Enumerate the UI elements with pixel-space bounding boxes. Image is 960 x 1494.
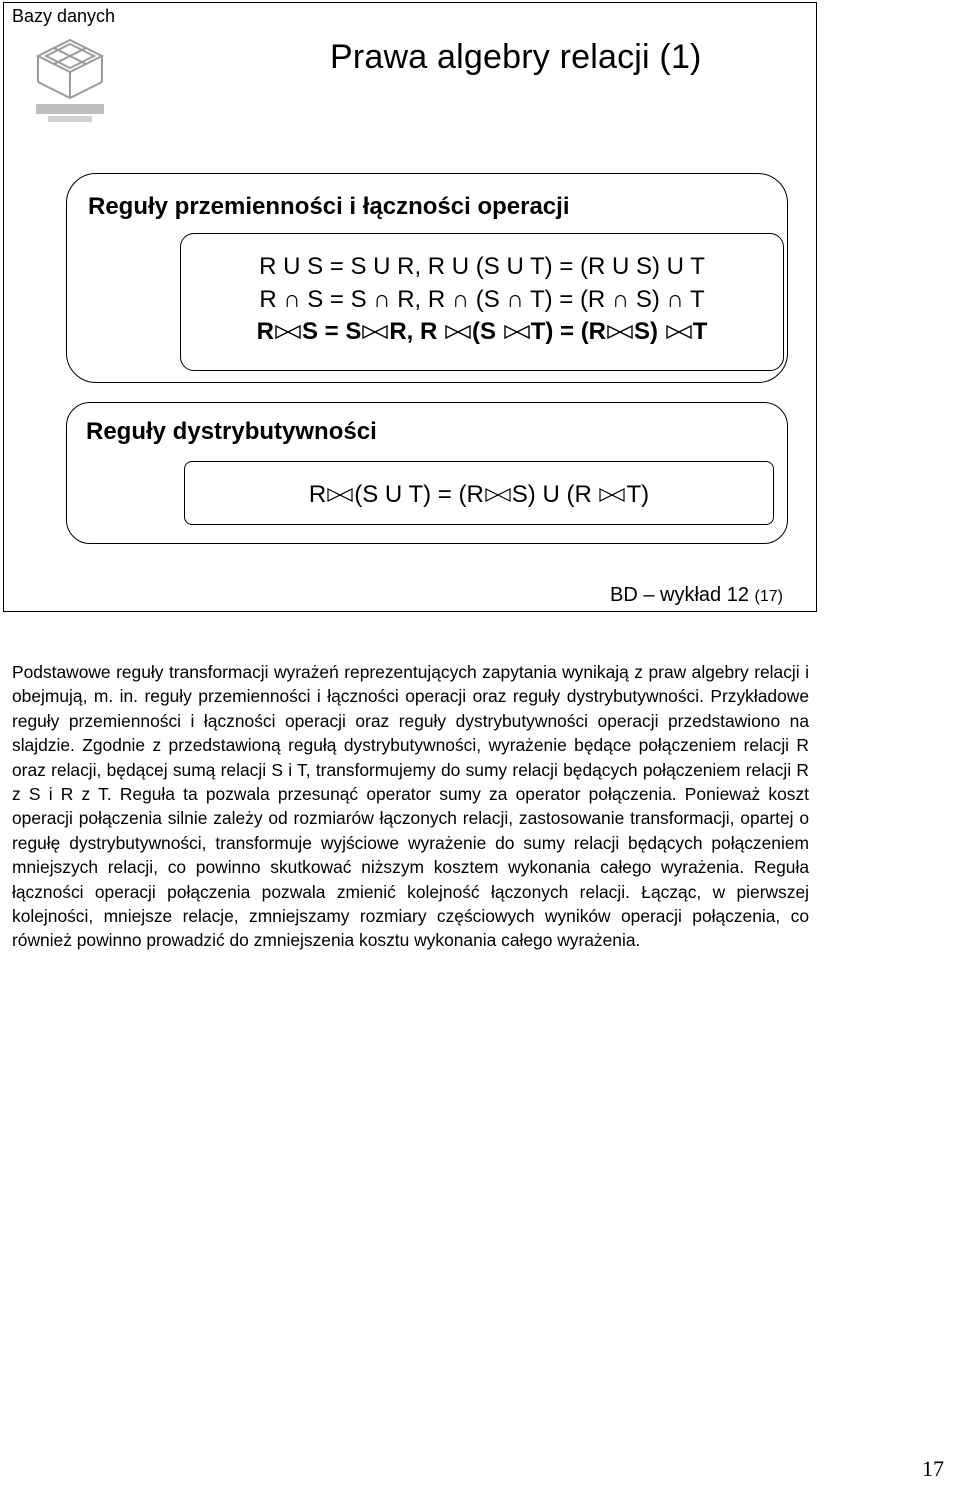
slide-footer (610, 584, 783, 607)
intersection-rule: R ∩ S = S ∩ R, R ∩ (S ∩ T) = (R ∩ S) ∩ T (259, 286, 705, 313)
join-icon (666, 325, 692, 339)
join-icon (362, 325, 388, 339)
distributivity-rule (184, 481, 774, 509)
join-rule-part: R, R (389, 318, 438, 345)
join-rule-part: S) (634, 318, 659, 345)
join-rule-part: R (256, 318, 274, 345)
slide-title: Prawa algebry relacji (1) (330, 38, 702, 76)
distributivity-rule-part: R (308, 481, 327, 508)
course-label: Bazy danych (12, 6, 116, 26)
distributivity-heading: Reguły dystrybutywności (86, 418, 377, 445)
distributivity-rule-part: (S U T) = (R (354, 481, 484, 508)
commutativity-heading: Reguły przemienności i łączności operacji (88, 193, 570, 220)
union-rule: R U S = S U R, R U (S U T) = (R U S) U T (259, 253, 705, 280)
distributivity-rule-part: T) (626, 481, 650, 508)
join-icon (485, 488, 511, 502)
university-logo-icon (30, 36, 110, 126)
notes-paragraph: Podstawowe reguły transformacji wyrażeń reprezentujących zapytania wynikają z praw algebry relacji i obejmują, m. in. reguły przemienności i łączności operacji oraz reguły dystrybutywności. Przykładowe reguły przemienności i łączności operacji oraz reguły dystrybutywności operacji przedstawiono na slajdzie. Zgodnie z przedstawioną regułą dystrybutywności, wyrażenie będące połączeniem relacji R oraz relacji, będącej sumą relacji S i T, transformujemy do sumy relacji będących połączeniem relacji R z S i R z T. Reguła ta pozwala przesunąć operator sumy za operator połączenia. Ponieważ koszt operacji połączenia silnie zależy od rozmiarów łączonych relacji, zastosowanie transformacji, opartej o regułę dystrybutywności, transformuje wyjściowe wyrażenie do sumy relacji będących połączeniem mniejszych relacji, co powinno skutkować niższym kosztem wykonania całego wyrażenia. Reguła łączności operacji połączenia pozwala zmienić kolejność łączonych relacji. Łącząc, w pierwszej kolejności, mniejsze relacje, zmniejszamy rozmiary częściowych wyników operacji połączenia, co również powinno prowadzić do zmniejszenia kosztu wykonania całego wyrażenia. (12, 662, 809, 951)
slide-number: (17) (754, 588, 783, 605)
join-icon (275, 325, 301, 339)
join-icon (445, 325, 471, 339)
join-icon (607, 325, 633, 339)
lecture-label: BD – wykład 12 (610, 584, 749, 606)
join-rule-part: (S (472, 318, 497, 345)
page-number: 17 (922, 1456, 944, 1481)
join-rule-part: T (692, 318, 708, 345)
join-rule (180, 318, 784, 346)
join-rule-part: T) = (R (530, 318, 607, 345)
join-icon (599, 488, 625, 502)
join-rule-part: S = S (301, 318, 362, 345)
join-icon (504, 325, 530, 339)
distributivity-rule-part: S) U (R (511, 481, 592, 508)
join-icon (327, 488, 353, 502)
